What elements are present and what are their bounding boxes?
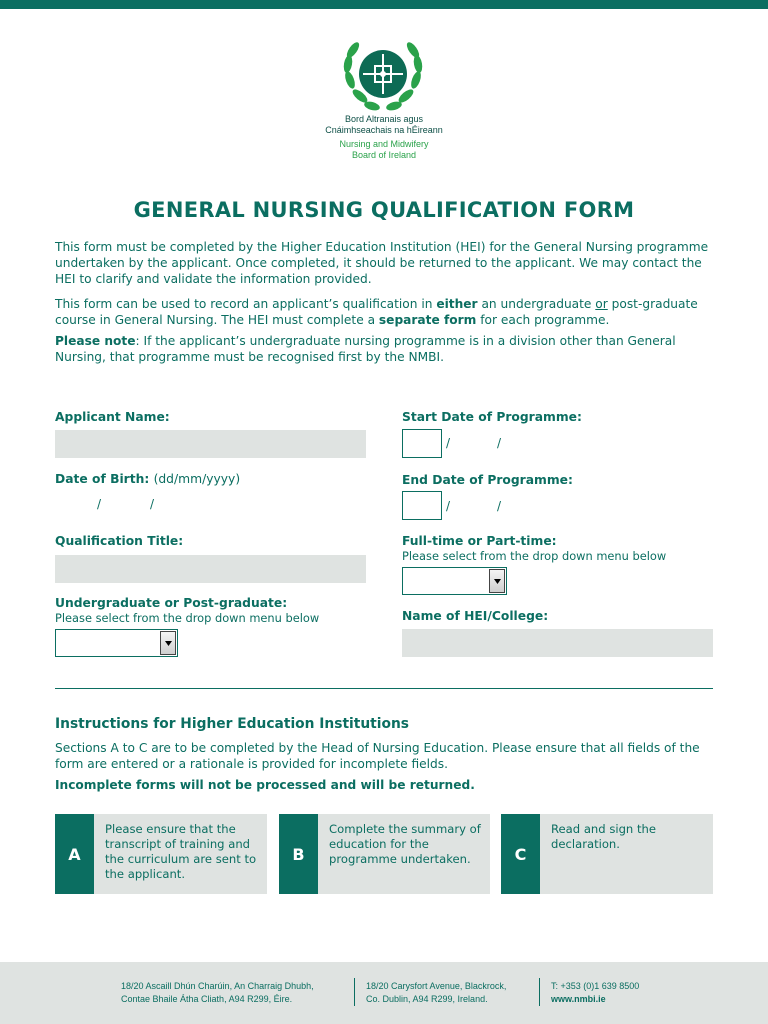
footer xyxy=(0,962,768,1024)
step-card-a xyxy=(55,814,267,894)
dob-field[interactable] xyxy=(55,494,175,516)
step-text: Complete the summary of education for the programme undertaken. xyxy=(329,822,481,866)
step-letter: C xyxy=(501,814,540,894)
incomplete-warning: Incomplete forms will not be processed and will be returned. xyxy=(55,778,475,792)
dob-slash: / xyxy=(97,497,102,511)
footer-phone: T: +353 (0)1 639 8500 xyxy=(551,981,640,991)
footer-separator xyxy=(539,978,540,1006)
footer-separator xyxy=(354,978,355,1006)
footer-address-irish: 18/20 Ascaill Dhún Charúin, An Charraig Dhubh, Contae Bhaile Átha Cliath, A94 R299, Éire. xyxy=(121,981,314,1004)
start-date-slash: / xyxy=(497,436,502,450)
hei-name-label: Name of HEI/College: xyxy=(402,609,549,623)
dropdown-arrow-icon[interactable] xyxy=(489,569,505,593)
footer-contact xyxy=(551,980,639,1006)
footer-address-english: 18/20 Carysfort Avenue, Blackrock, Co. Dublin, A94 R299, Ireland. xyxy=(366,981,507,1004)
hei-name-field[interactable] xyxy=(402,629,713,657)
top-accent-bar xyxy=(0,0,768,9)
step-card-c xyxy=(501,814,713,894)
dob-slash: / xyxy=(150,497,155,511)
qualification-title-field[interactable] xyxy=(55,555,366,583)
end-date-slash: / xyxy=(497,499,502,513)
dropdown-arrow-icon[interactable] xyxy=(160,631,176,655)
end-date-day-input[interactable] xyxy=(402,491,442,520)
org-name-english: Nursing and Midwifery Board of Ireland xyxy=(339,139,429,160)
applicant-name-label: Applicant Name: xyxy=(55,410,170,424)
page-title: GENERAL NURSING QUALIFICATION FORM xyxy=(133,198,635,222)
intro-paragraph-2: This form can be used to record an applicant’s qualification in either an undergraduate or post-graduate course in General Nursing. The HEI must complete a separate form for each programme. xyxy=(55,297,698,327)
intro-paragraph-3: Please note: If the applicant’s undergraduate nursing programme is in a division other than General Nursing, that programme must be recognised first by the NMBI. xyxy=(55,334,676,364)
step-letter: A xyxy=(55,814,94,894)
step-letter: B xyxy=(279,814,318,894)
intro-paragraph-1: This form must be completed by the Higher Education Institution (HEI) for the General Nursing programme undertaken by the applicant. Once completed, it should be returned to the applicant. We may contact the HEI to clarify and validate the information provided. xyxy=(55,240,709,286)
ug-pg-dropdown[interactable] xyxy=(55,629,178,657)
start-date-label: Start Date of Programme: xyxy=(402,410,582,424)
step-card-b xyxy=(279,814,490,894)
qualification-title-label: Qualification Title: xyxy=(55,534,184,548)
ft-pt-hint: Please select from the drop down menu below xyxy=(402,549,667,563)
step-text: Read and sign the declaration. xyxy=(551,822,656,851)
ft-pt-dropdown[interactable] xyxy=(402,567,507,595)
applicant-name-field[interactable] xyxy=(55,430,366,458)
instructions-heading: Instructions for Higher Education Institutions xyxy=(55,716,410,732)
section-divider xyxy=(55,688,713,689)
ug-pg-hint: Please select from the drop down menu below xyxy=(55,611,320,625)
instructions-text: Sections A to C are to be completed by the Head of Nursing Education. Please ensure that all fields of the form are entered or a rationale is provided for incomplete fields. xyxy=(55,741,700,771)
nmbi-logo-icon xyxy=(340,34,426,114)
start-date-day-input[interactable] xyxy=(402,429,442,458)
dob-label: Date of Birth: (dd/mm/yyyy) xyxy=(55,472,241,486)
end-date-label: End Date of Programme: xyxy=(402,473,573,487)
ug-pg-label: Undergraduate or Post-graduate: xyxy=(55,596,288,610)
ft-pt-label: Full-time or Part-time: xyxy=(402,534,557,548)
start-date-slash: / xyxy=(446,436,451,450)
org-name-irish: Bord Altranais agus Cnáimhseachais na hÉireann xyxy=(325,114,443,135)
end-date-slash: / xyxy=(446,499,451,513)
step-text: Please ensure that the transcript of training and the curriculum are sent to the applicant. xyxy=(105,822,257,881)
footer-website-link[interactable]: www.nmbi.ie xyxy=(551,994,606,1004)
